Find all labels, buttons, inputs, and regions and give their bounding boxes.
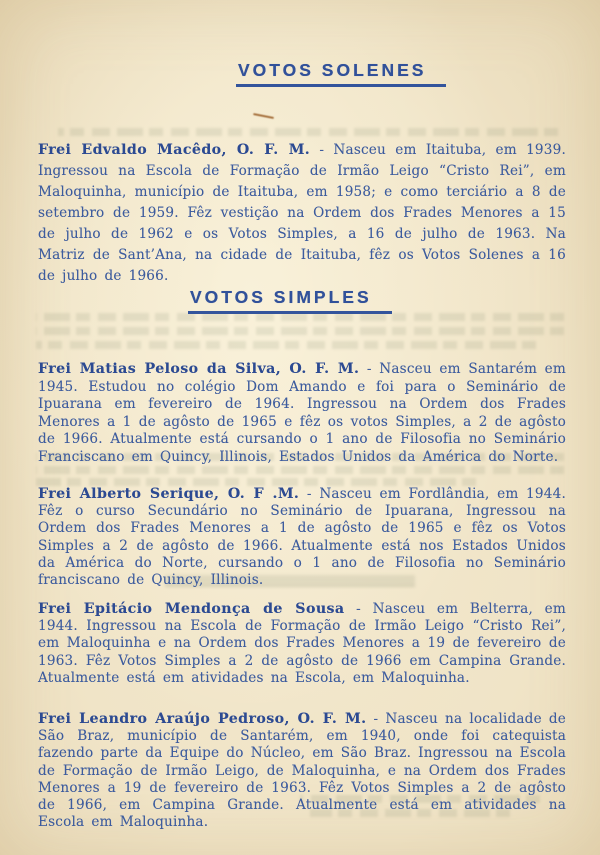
friar-name-matias: Frei Matias Peloso da Silva, O. F. M. [38,361,360,377]
paragraph-frei-matias [38,361,566,466]
friar-name-leandro: Frei Leandro Araújo Pedroso, O. F. M. [38,711,367,727]
friar-name-epitacio: Frei Epitácio Mendonça de Sousa [38,601,345,617]
friar-bio-edvaldo: - Nasceu em Itaituba, em 1939. Ingressou na Escola de Formação de Irmão Leigo “Cristo Rei”, em Maloquinha, município de Itaituba, em 1958; e como terciário a 8 de setembro de 1959. Fêz vestição na Ordem dos Frades Menores a 15 de julho de 1962 e os Votos Simples, a 16 de julho de 1963. Na Matriz de Sant’Ana, na cidade de Itaituba, fêz os Votos Solenes a 16 de julho de 1966. [38,142,566,284]
friar-bio-epitacio: - Nasceu em Belterra, em 1944. Ingressou na Escola de Formação de Irmão Leigo “Cristo Rei”, em Maloquinha e na Ordem dos Frades Menores a 19 de fevereiro de 1963. Fêz Votos Simples a 2 de agôsto de 1966 em Campina Grande. Atualmente está em atividades na Escola, em Maloquinha. [38,601,566,686]
friar-bio-matias: - Nasceu em Santarém em 1945. Estudou no colégio Dom Amando e foi para o Seminário de Ipuarana em fevereiro de 1964. Ingressou na Ordem dos Frades Menores a 1 de agôsto de 1965 e fêz os votos Simples, a 2 de agôsto de 1966. Atualmente está cursando o 1 ano de Filosofia no Seminário Franciscano em Quincy, Illinois, Estados Unidos da América do Norte. [38,361,567,465]
friar-bio-leandro: - Nasceu na localidade de São Braz, município de Santarém, em 1940, onde foi catequista fazendo parte da Equipe do Núcleo, em São Braz. Ingressou na Escola de Formação de Irmão Leigo, de Maloquinha, e na Ordem dos Frades Menores a 19 de fevereiro de 1963. Fêz Votos Simples a 2 de agôsto de 1966, em Campina Grande. Atualmente está em atividades na Escola em Maloquinha. [38,711,567,831]
bleed-through-line [36,466,564,474]
bleed-through-line [36,341,536,349]
bleed-through-line [36,327,564,335]
bleed-through-line [58,128,558,136]
friar-bio-alberto: - Nasceu em Fordlândia, em 1944. Fêz o curso Secundário no Seminário de Ipuarana, Ingressou na Ordem dos Frades Menores a 1 de agôsto de 1965 e fêz os Votos Simples a 2 de agôsto de 1966. Atualmente está nos Estados Unidos da América do Norte, cursando o 1 ano de Filosofia no Seminário franciscano de Quincy, Illinois. [38,486,566,589]
bleed-through-line [36,313,564,321]
paragraph-frei-epitacio [38,601,566,687]
paper-scratch-mark [253,113,274,119]
heading-votos-simples: VOTOS SIMPLES [188,287,392,314]
bleed-through-line [36,478,476,486]
heading-votos-solenes: VOTOS SOLENES [236,60,446,87]
paragraph-frei-leandro [38,711,566,831]
paragraph-frei-alberto [38,486,566,589]
friar-name-alberto: Frei Alberto Serique, O. F .M. [38,486,300,502]
paragraph-frei-edvaldo [38,140,566,287]
friar-name-edvaldo: Frei Edvaldo Macêdo, O. F. M. [38,142,311,158]
